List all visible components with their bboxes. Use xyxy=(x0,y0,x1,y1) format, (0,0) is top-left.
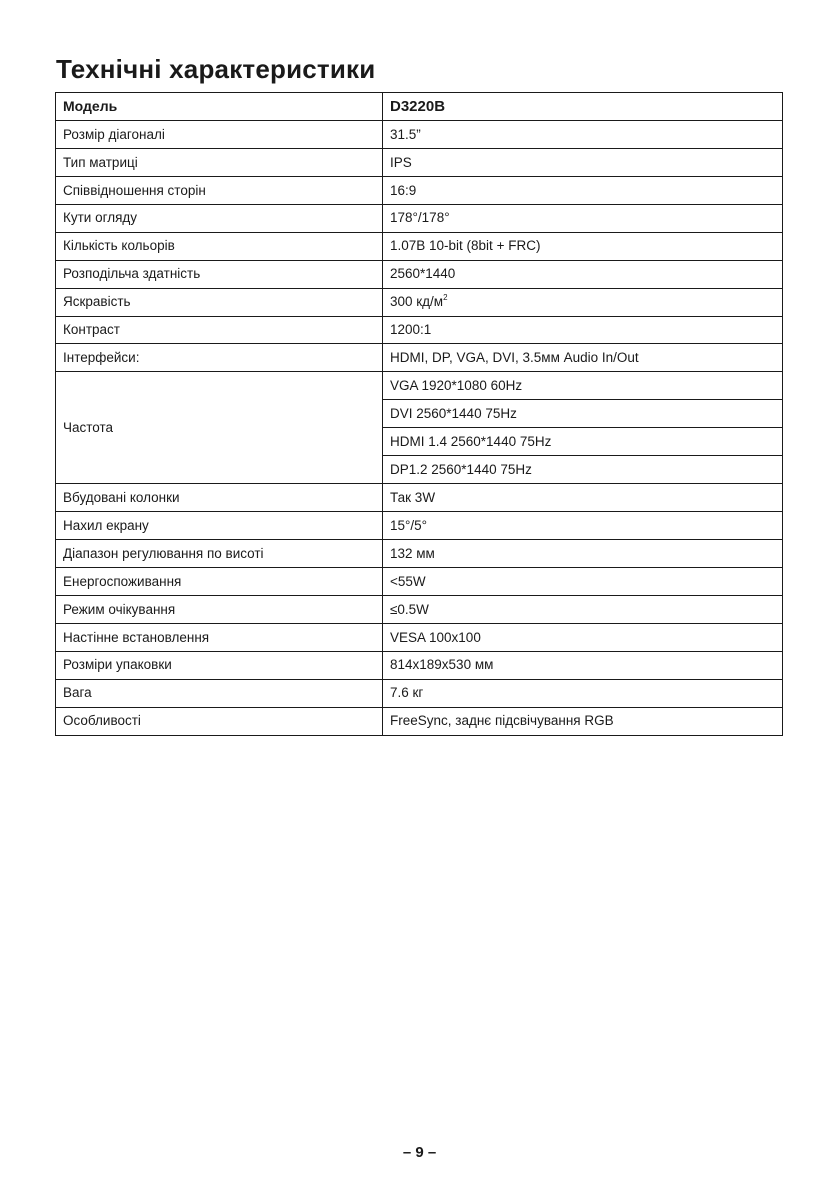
table-row xyxy=(56,260,783,288)
row-value: ≤0.5W xyxy=(383,595,783,623)
frequency-label: Частота xyxy=(56,372,383,484)
table-row xyxy=(56,148,783,176)
row-value: 1200:1 xyxy=(383,316,783,344)
row-label: Діапазон регулювання по висоті xyxy=(56,540,383,568)
row-label: Тип матриці xyxy=(56,148,383,176)
brightness-unit-superscript: 2 xyxy=(443,293,448,303)
row-label: Настінне встановлення xyxy=(56,623,383,651)
table-row xyxy=(56,651,783,679)
table-row xyxy=(56,316,783,344)
row-value: Так 3W xyxy=(383,484,783,512)
table-row xyxy=(56,623,783,651)
row-value: 814x189x530 мм xyxy=(383,651,783,679)
row-label: Кути огляду xyxy=(56,204,383,232)
row-value: 132 мм xyxy=(383,540,783,568)
row-label: Нахил екрану xyxy=(56,512,383,540)
row-label: Вага xyxy=(56,679,383,707)
header-label: Модель xyxy=(56,93,383,121)
frequency-value: DP1.2 2560*1440 75Hz xyxy=(383,456,783,484)
row-value: 16:9 xyxy=(383,176,783,204)
row-value: HDMI, DP, VGA, DVI, 3.5мм Audio In/Out xyxy=(383,344,783,372)
frequency-value: HDMI 1.4 2560*1440 75Hz xyxy=(383,428,783,456)
row-value: 2560*1440 xyxy=(383,260,783,288)
page-title: Технічні характеристики xyxy=(56,54,376,84)
table-row xyxy=(56,679,783,707)
table-row xyxy=(56,176,783,204)
row-value: 31.5” xyxy=(383,120,783,148)
row-label: Яскравість xyxy=(56,288,383,316)
row-value: 178°/178° xyxy=(383,204,783,232)
brightness-value: 300 кд/м xyxy=(390,294,444,310)
table-row xyxy=(56,344,783,372)
row-label: Розмір діагоналі xyxy=(56,120,383,148)
row-label: Інтерфейси: xyxy=(56,344,383,372)
frequency-value: DVI 2560*1440 75Hz xyxy=(383,400,783,428)
table-row xyxy=(56,484,783,512)
row-label: Режим очікування xyxy=(56,595,383,623)
table-row xyxy=(56,707,783,735)
row-label: Розміри упаковки xyxy=(56,651,383,679)
row-value: 7.6 кг xyxy=(383,679,783,707)
row-label: Розподільча здатність xyxy=(56,260,383,288)
row-value: 1.07В 10-bit (8bit + FRC) xyxy=(383,232,783,260)
row-value: VESA 100x100 xyxy=(383,623,783,651)
row-label: Енергоспоживання xyxy=(56,567,383,595)
row-value xyxy=(383,288,783,316)
table-row xyxy=(56,567,783,595)
table-row xyxy=(56,512,783,540)
table-row xyxy=(56,288,783,316)
page-number: – 9 – xyxy=(402,1144,437,1161)
table-row xyxy=(56,372,783,400)
table-row xyxy=(56,120,783,148)
table-row xyxy=(56,232,783,260)
row-label: Співвідношення сторін xyxy=(56,176,383,204)
table-row xyxy=(56,595,783,623)
row-label: Вбудовані колонки xyxy=(56,484,383,512)
spec-table xyxy=(55,92,783,736)
table-row xyxy=(56,540,783,568)
row-value: 15°/5° xyxy=(383,512,783,540)
row-value: FreeSync, заднє підсвічування RGB xyxy=(383,707,783,735)
row-value: IPS xyxy=(383,148,783,176)
table-header-row xyxy=(56,93,783,121)
table-row xyxy=(56,204,783,232)
row-label: Кількість кольорів xyxy=(56,232,383,260)
row-label: Особливості xyxy=(56,707,383,735)
frequency-value: VGA 1920*1080 60Hz xyxy=(383,372,783,400)
row-value: <55W xyxy=(383,567,783,595)
row-label: Контраст xyxy=(56,316,383,344)
header-value: D3220B xyxy=(383,93,783,121)
